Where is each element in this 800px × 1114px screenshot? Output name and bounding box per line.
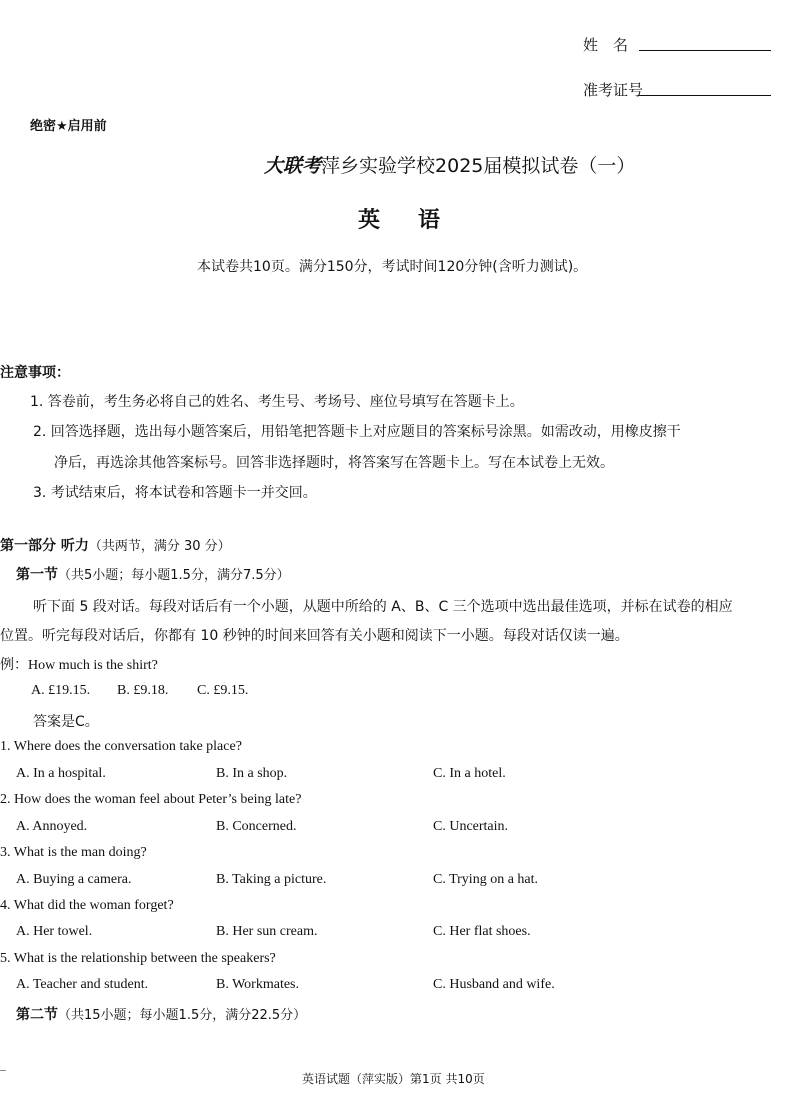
- part1-heading-note: （共两节，满分 30 分）: [88, 539, 231, 554]
- example-label: 例：: [0, 657, 28, 673]
- notice-item-2-line-1: 2. 回答选择题，选出每小题答案后，用铅笔把答题卡上对应题目的答案标号涂黑。如需改动，用橡皮擦干: [33, 424, 681, 440]
- part1-heading: [0, 535, 231, 555]
- subject-char-1: 英: [358, 208, 381, 233]
- q1-option-a: A. In a hospital.: [16, 766, 106, 781]
- q4-option-a: A. Her towel.: [16, 924, 93, 939]
- question-5: 5. What is the relationship between the speakers?: [0, 951, 276, 966]
- q3-option-a: A. Buying a camera.: [16, 872, 132, 887]
- q5-option-b: B. Workmates.: [216, 977, 299, 992]
- q2-option-a: A. Annoyed.: [16, 819, 88, 834]
- instructions-line-1: 听下面 5 段对话。每段对话后有一个小题，从题中所给的 A、B、C 三个选项中选出最佳选项，并标在试卷的相应: [33, 599, 733, 615]
- q2-option-c: C. Uncertain.: [433, 819, 509, 834]
- q1-option-c: C. In a hotel.: [433, 766, 506, 781]
- secret-mark: 绝密★启用前: [30, 119, 107, 134]
- example-option-b: B. £9.18.: [117, 683, 169, 698]
- page-corner-mark: [0, 1070, 6, 1071]
- notice-item-3: 3. 考试结束后，将本试卷和答题卡一并交回。: [33, 485, 317, 501]
- section1-heading-text: 第一节: [16, 567, 58, 583]
- q5-option-c: C. Husband and wife.: [433, 977, 555, 992]
- example-question-text: How much is the shirt?: [28, 658, 158, 673]
- question-2: 2. How does the woman feel about Peter’s being late?: [0, 792, 302, 807]
- exam-info: 本试卷共10页。满分150分，考试时间120分钟(含听力测试)。: [197, 259, 588, 275]
- brand-logo-text: 大联考: [264, 155, 322, 177]
- section1-heading-note: （共5小题；每小题1.5分，满分7.5分）: [58, 568, 290, 583]
- exam-id-blank-line: [639, 95, 771, 96]
- q3-option-c: C. Trying on a hat.: [433, 872, 539, 887]
- q2-option-b: B. Concerned.: [216, 819, 297, 834]
- subject-title: [358, 203, 440, 234]
- q4-option-b: B. Her sun cream.: [216, 924, 318, 939]
- q3-option-b: B. Taking a picture.: [216, 872, 327, 887]
- question-4: 4. What did the woman forget?: [0, 898, 174, 913]
- exam-title-text: 萍乡实验学校2025届模拟试卷（一）: [321, 155, 636, 177]
- example-question: [0, 654, 158, 674]
- example-answer: 答案是C。: [33, 714, 99, 730]
- notice-heading: 注意事项：: [0, 365, 70, 381]
- section1-heading: [16, 564, 290, 584]
- section2-heading-note: （共15小题；每小题1.5分，满分22.5分）: [58, 1008, 307, 1023]
- question-1: 1. Where does the conversation take place?: [0, 739, 242, 754]
- q5-option-a: A. Teacher and student.: [16, 977, 149, 992]
- q4-option-c: C. Her flat shoes.: [433, 924, 531, 939]
- name-blank-line: [639, 50, 771, 51]
- example-option-c: C. £9.15.: [197, 683, 249, 698]
- instructions-line-2: 位置。听完每段对话后，你都有 10 秒钟的时间来回答有关小题和阅读下一小题。每段对话仅读一遍。: [0, 628, 629, 644]
- name-label: 姓 名: [583, 36, 629, 54]
- part1-heading-text: 第一部分 听力: [0, 538, 89, 554]
- page-footer: 英语试题（萍实版）第1页 共10页: [302, 1072, 485, 1086]
- subject-char-2: 语: [418, 208, 441, 233]
- notice-item-1: 1. 答卷前，考生务必将自己的姓名、考生号、考场号、座位号填写在答题卡上。: [30, 394, 524, 410]
- notice-item-2-line-2: 净后，再选涂其他答案标号。回答非选择题时，将答案写在答题卡上。写在本试卷上无效。: [54, 455, 614, 471]
- section2-heading: [16, 1004, 306, 1024]
- exam-title: [264, 151, 635, 178]
- exam-id-label: 准考证号: [583, 81, 644, 99]
- example-option-a: A. £19.15.: [31, 683, 91, 698]
- question-3: 3. What is the man doing?: [0, 845, 147, 860]
- q1-option-b: B. In a shop.: [216, 766, 288, 781]
- section2-heading-text: 第二节: [16, 1007, 58, 1023]
